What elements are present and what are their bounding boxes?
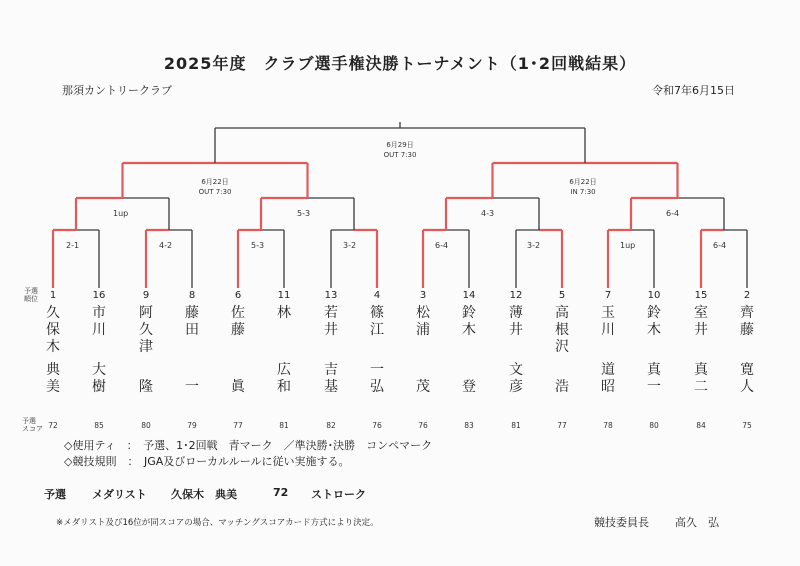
player-seed: 16 [92,290,106,301]
given-char: 基 [324,379,338,395]
round2-result: 4-3 [481,209,495,218]
given-char: 道 [601,362,615,378]
issue-date: 令和7年6月15日 [652,84,735,97]
medalist-name: 久保木 典美 [171,488,237,501]
player-name [691,305,711,396]
score-label: 予選 スコア [22,417,43,433]
player-score: 77 [233,421,243,430]
medalist-unit: ストローク [311,488,366,501]
player-score: 77 [557,421,567,430]
player-score: 75 [742,421,752,430]
given-char: 大 [92,362,106,378]
player-seed: 8 [188,290,196,301]
surname-char: 木 [462,322,476,338]
surname-char: 川 [601,322,615,338]
given-char: 広 [277,362,291,378]
committee-role: 競技委員長 [594,516,649,529]
surname-char: 木 [46,339,60,355]
player-seed: 3 [419,290,427,301]
player-score: 83 [464,421,474,430]
round1-result: 3-2 [527,241,541,250]
surname-char: 井 [324,322,338,338]
player-seed: 1 [49,290,57,301]
surname-char: 高 [555,305,569,321]
given-char: 樹 [92,379,106,395]
player-seed: 12 [509,290,523,301]
player-name [321,305,341,396]
given-char: 一 [647,379,661,395]
given-char: 登 [462,379,476,395]
given-char: 美 [46,379,60,395]
round1-result: 6-4 [435,241,449,250]
surname-char: 井 [509,322,523,338]
surname-char: 藤 [740,322,754,338]
given-char: 二 [694,379,708,395]
surname-char: 藤 [185,305,199,321]
surname-char: 江 [370,322,384,338]
player-seed: 14 [462,290,476,301]
player-score: 80 [141,421,151,430]
player-score: 76 [372,421,382,430]
player-name [182,305,202,396]
given-char: 一 [370,362,384,378]
surname-char: 井 [694,322,708,338]
surname-char: 川 [92,322,106,338]
player-score: 72 [48,421,58,430]
round2-result: 1up [113,209,129,218]
surname-char: 根 [555,322,569,338]
surname-char: 若 [324,305,338,321]
given-char: 寛 [740,362,754,378]
player-score: 79 [187,421,197,430]
given-char: 茂 [416,379,430,395]
medalist-score: 72 [273,486,289,499]
surname-char: 薄 [509,305,523,321]
round1-result: 4-2 [159,241,173,250]
semi-left-date: 6月22日 [201,178,229,186]
semi-left-start: OUT 7:30 [198,188,232,196]
round2-result: 6-4 [666,209,680,218]
surname-char: 木 [647,322,661,338]
surname-char: 久 [46,305,60,321]
committee-chair-name: 高久 弘 [675,516,719,529]
player-score: 85 [94,421,104,430]
surname-char: 浦 [416,322,430,338]
player-seed: 5 [558,290,566,301]
semi-right-date: 6月22日 [569,178,597,186]
player-seed: 7 [604,290,612,301]
final-date: 6月29日 [386,141,414,149]
medalist-title: メダリスト [92,488,147,501]
player-seed: 15 [694,290,708,301]
round1-result: 5-3 [251,241,265,250]
round1-result: 2-1 [66,241,80,250]
round1-result: 3-2 [343,241,357,250]
player-name [43,305,63,396]
player-name [737,305,757,396]
surname-char: 津 [139,339,153,355]
surname-char: 阿 [139,305,153,321]
given-char: 人 [740,379,754,395]
player-name [274,305,294,396]
surname-char: 松 [416,305,430,321]
round1-result: 1up [620,241,636,250]
given-char: 真 [647,362,661,378]
player-name [367,305,387,396]
player-name [136,305,156,396]
player-name [459,305,479,396]
surname-char: 久 [139,322,153,338]
player-seed: 4 [373,290,381,301]
final-start: OUT 7:30 [383,151,417,159]
surname-char: 齊 [740,305,754,321]
medalist-label: 予選 [44,488,66,501]
surname-char: 篠 [370,305,384,321]
player-seed: 11 [277,290,291,301]
surname-char: 沢 [555,339,569,355]
player-name [598,305,618,396]
round1-result: 6-4 [713,241,727,250]
surname-char: 佐 [231,305,245,321]
player-seed: 9 [142,290,150,301]
player-seed: 6 [234,290,242,301]
page-title: 2025年度 クラブ選手権決勝トーナメント（1･2回戦結果） [163,54,637,73]
footnote: ※メダリスト及び16位が同スコアの場合、マッチングスコアカード方式により決定。 [56,518,379,528]
player-name [506,305,526,396]
player-seed: 2 [743,290,751,301]
player-score: 84 [696,421,706,430]
player-name [89,305,109,396]
player-score: 81 [279,421,289,430]
surname-char: 市 [92,305,106,321]
player-name [644,305,664,396]
given-char: 昭 [601,379,615,395]
player-score: 78 [603,421,613,430]
given-char: 典 [46,362,60,378]
player-score: 81 [511,421,521,430]
player-score: 82 [326,421,336,430]
given-char: 隆 [139,379,153,395]
surname-char: 鈴 [647,305,661,321]
player-score: 80 [649,421,659,430]
given-char: 吉 [324,362,338,378]
given-char: 和 [277,379,291,395]
given-char: 真 [694,362,708,378]
round2-result: 5-3 [297,209,311,218]
surname-char: 鈴 [462,305,476,321]
given-char: 彦 [509,379,523,395]
semi-right-start: IN 7:30 [570,188,596,196]
surname-char: 林 [277,305,291,321]
tee-rule: ◇使用ティ ： 予選、1･2回戦 青マーク ／準決勝･決勝 コンペマーク [64,439,433,452]
player-seed: 10 [647,290,661,301]
player-seed: 13 [324,290,338,301]
player-name [552,305,572,396]
regulation-rule: ◇競技規則 ： JGA及びローカルルールに従い実施する。 [64,455,350,468]
given-char: 弘 [370,379,384,395]
surname-char: 藤 [231,322,245,338]
player-name [228,305,248,396]
given-char: 一 [185,379,199,395]
given-char: 浩 [555,379,569,395]
surname-char: 田 [185,322,199,338]
given-char: 眞 [231,379,245,395]
surname-char: 室 [694,305,708,321]
club-name: 那須カントリークラブ [62,84,172,97]
player-score: 76 [418,421,428,430]
seed-label: 予選 順位 [24,287,38,303]
player-name [413,305,433,396]
surname-char: 保 [46,322,60,338]
given-char: 文 [509,362,523,378]
surname-char: 玉 [601,305,615,321]
